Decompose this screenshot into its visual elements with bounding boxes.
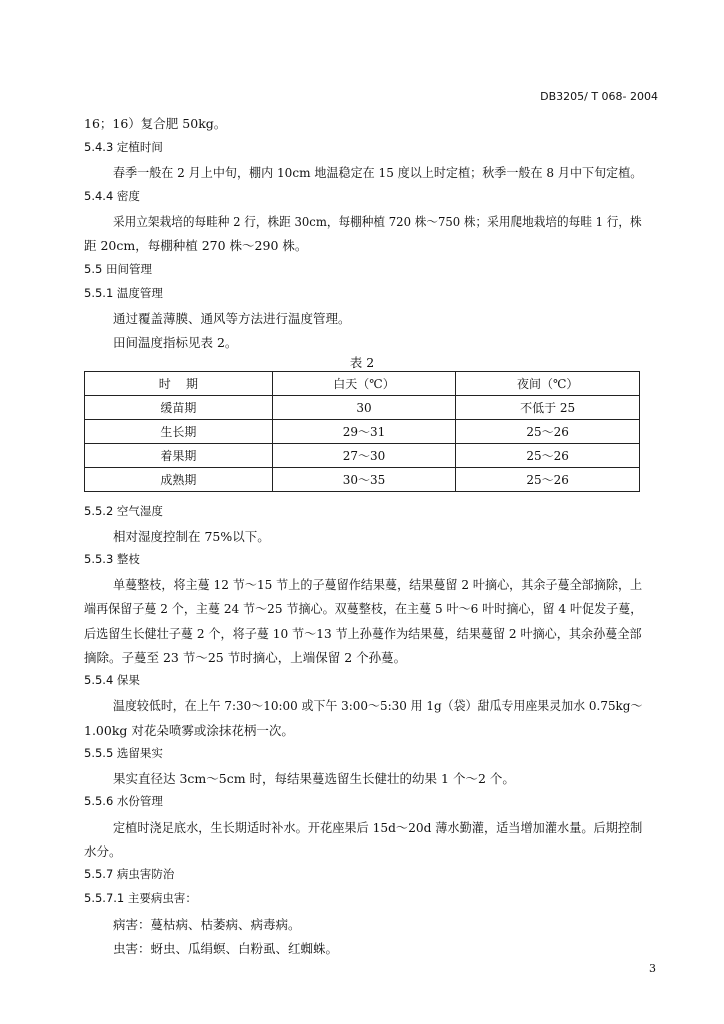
section-heading: 5.5.7.1 主要病虫害： [84, 891, 197, 905]
table-cell: 25～26 [456, 420, 640, 444]
section-heading: 5.5.3 整枝 [84, 552, 140, 566]
section-heading: 5.5.4 保果 [84, 673, 140, 687]
document-code: DB3205/ T 068- 2004 [540, 90, 658, 103]
table-row [85, 420, 640, 444]
table-cell: 25～26 [456, 468, 640, 492]
body-line: 病害：蔓枯病、枯萎病、病毒病。 [113, 917, 301, 932]
body-line: 相对湿度控制在 75%以下。 [113, 529, 270, 544]
section-heading: 5.5.5 选留果实 [84, 746, 163, 760]
body-line: 定植时浇足底水，生长期适时补水。开花座果后 15d～20d 薄水勤灌，适当增加灌水量。后期控制 [113, 820, 643, 835]
body-line: 田间温度指标见表 2。 [113, 335, 238, 350]
table-header-cell: 夜间（℃） [456, 372, 640, 396]
body-line: 采用立架栽培的每畦种 2 行，株距 30cm，每棚种植 720 株～750 株；采用爬地栽培的每畦 1 行，株 [113, 214, 642, 229]
table-cell: 生长期 [85, 420, 273, 444]
table-cell: 25～26 [456, 444, 640, 468]
table-header-cell: 时 期 [85, 372, 273, 396]
table-row [85, 396, 640, 420]
body-line: 后选留生长健壮子蔓 2 个，将子蔓 10 节～13 节上孙蔓作为结果蔓，结果蔓留 2 叶摘心，其余孙蔓全部 [84, 626, 642, 641]
page-number: 3 [649, 962, 656, 975]
table-cell: 缓苗期 [85, 396, 273, 420]
body-line: 通过覆盖薄膜、通风等方法进行温度管理。 [113, 311, 351, 326]
table-header-row [85, 372, 640, 396]
body-line: 虫害：蚜虫、瓜绢螟、白粉虱、红蜘蛛。 [113, 941, 339, 956]
body-line: 距 20cm，每棚种植 270 株～290 株。 [84, 238, 308, 253]
table-row [85, 468, 640, 492]
table-cell: 成熟期 [85, 468, 273, 492]
section-heading: 5.5 田间管理 [84, 262, 152, 276]
table-cell: 27～30 [272, 444, 456, 468]
body-line: 单蔓整枝，将主蔓 12 节～15 节上的子蔓留作结果蔓，结果蔓留 2 叶摘心，其余子蔓全部摘除，上 [113, 577, 643, 592]
section-heading: 5.4.3 定植时间 [84, 140, 163, 154]
table-cell: 30～35 [272, 468, 456, 492]
body-line: 春季一般在 2 月上中旬，棚内 10cm 地温稳定在 15 度以上时定植；秋季一般在 8 月中下旬定植。 [113, 165, 643, 180]
table-header-cell: 白天（℃） [272, 372, 456, 396]
body-line: 摘除。子蔓至 23 节～25 节时摘心，上端保留 2 个孙蔓。 [84, 650, 407, 665]
table-cell: 不低于 25 [456, 396, 640, 420]
body-line: 端再保留子蔓 2 个，主蔓 24 节～25 节摘心。双蔓整枝，在主蔓 5 叶～6 叶时摘心，留 4 叶促发子蔓， [84, 601, 643, 616]
table-cell: 着果期 [85, 444, 273, 468]
section-heading: 5.4.4 密度 [84, 189, 140, 203]
body-line: 果实直径达 3cm～5cm 时，每结果蔓选留生长健壮的幼果 1 个～2 个。 [113, 771, 515, 786]
table-caption: 表 2 [349, 355, 375, 370]
body-line: 16；16）复合肥 50kg。 [84, 116, 227, 131]
temperature-table [84, 371, 640, 492]
section-heading: 5.5.7 病虫害防治 [84, 867, 175, 881]
section-heading: 5.5.1 温度管理 [84, 286, 163, 300]
body-line: 水分。 [84, 844, 122, 859]
table-cell: 29～31 [272, 420, 456, 444]
body-line: 1.00kg 对花朵喷雾或涂抹花柄一次。 [84, 723, 294, 738]
body-line: 温度较低时，在上午 7:30～10:00 或下午 3:00～5:30 用 1g（袋）甜瓜专用座果灵加水 0.75kg～ [113, 698, 643, 713]
table-cell: 30 [272, 396, 456, 420]
table-row [85, 444, 640, 468]
section-heading: 5.5.2 空气湿度 [84, 504, 163, 518]
section-heading: 5.5.6 水份管理 [84, 794, 163, 808]
